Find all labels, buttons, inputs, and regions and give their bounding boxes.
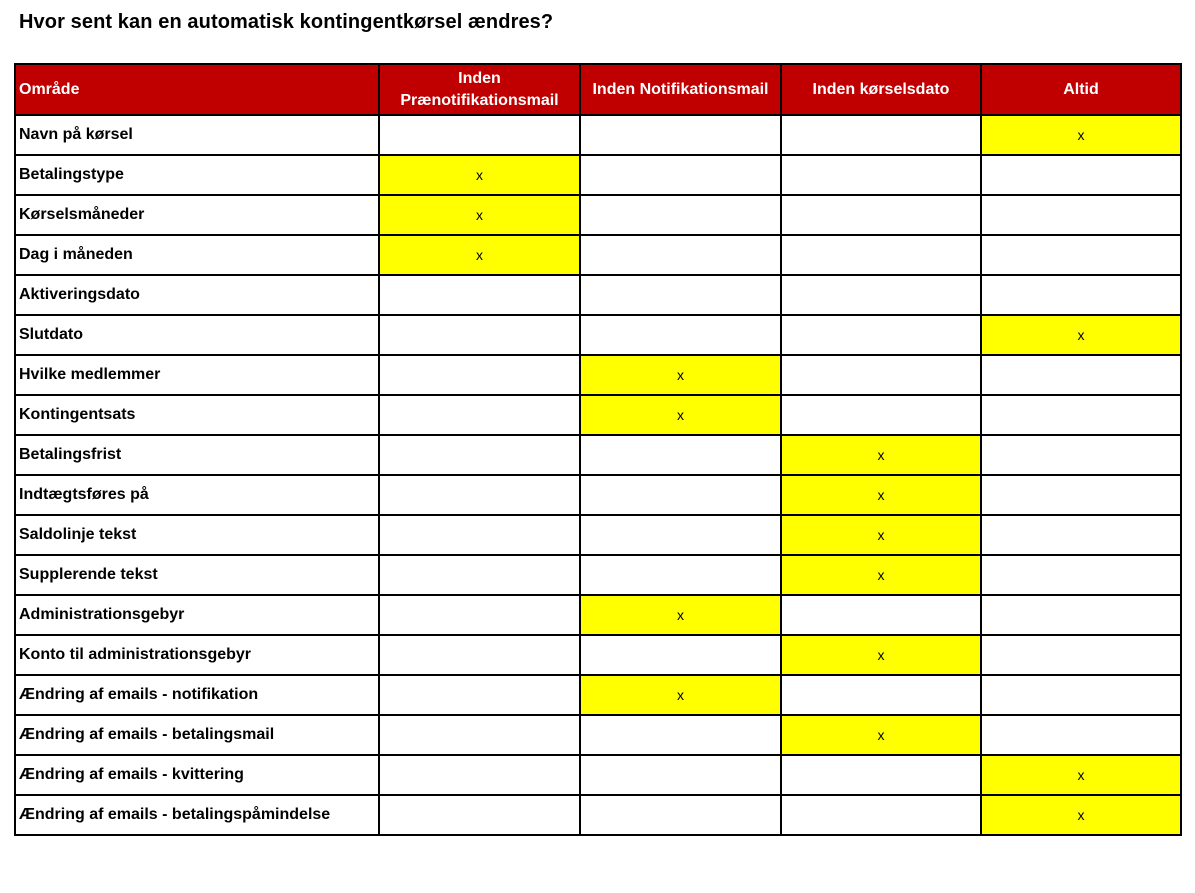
empty-cell [981,395,1181,435]
table-row [15,515,1181,555]
row-label: Slutdato [15,315,379,355]
empty-cell [781,235,981,275]
row-label: Ændring af emails - betalingspåmindelse [15,795,379,835]
marked-cell: x [781,555,981,595]
column-header-before-notification: Inden Notifikationsmail [580,64,781,115]
empty-cell [580,155,781,195]
empty-cell [781,675,981,715]
table-row [15,635,1181,675]
empty-cell [379,475,580,515]
empty-cell [781,275,981,315]
empty-cell [580,195,781,235]
marked-cell: x [981,755,1181,795]
table-row [15,195,1181,235]
marked-cell: x [580,675,781,715]
marked-cell: x [580,355,781,395]
row-label: Administrationsgebyr [15,595,379,635]
empty-cell [379,395,580,435]
column-header-before-prenotification-label: Inden Prænotifikationsmail [400,69,559,109]
row-label: Indtægtsføres på [15,475,379,515]
marked-cell: x [781,435,981,475]
row-label: Ændring af emails - kvittering [15,755,379,795]
marked-cell: x [580,395,781,435]
table-row [15,235,1181,275]
empty-cell [379,355,580,395]
empty-cell [781,155,981,195]
marked-cell: x [981,315,1181,355]
empty-cell [379,315,580,355]
empty-cell [580,275,781,315]
marked-cell: x [981,795,1181,835]
empty-cell [580,755,781,795]
empty-cell [580,635,781,675]
table-row [15,675,1181,715]
empty-cell [781,595,981,635]
empty-cell [580,435,781,475]
table-row [15,355,1181,395]
table-row [15,275,1181,315]
empty-cell [781,115,981,155]
change-deadline-table [14,63,1182,836]
marked-cell: x [781,635,981,675]
row-label: Kørselsmåneder [15,195,379,235]
table-row [15,595,1181,635]
empty-cell [379,515,580,555]
empty-cell [580,315,781,355]
marked-cell: x [580,595,781,635]
row-label: Hvilke medlemmer [15,355,379,395]
empty-cell [379,115,580,155]
empty-cell [781,355,981,395]
empty-cell [580,115,781,155]
empty-cell [379,675,580,715]
empty-cell [379,755,580,795]
empty-cell [981,555,1181,595]
empty-cell [781,795,981,835]
empty-cell [781,755,981,795]
empty-cell [379,715,580,755]
table-row [15,555,1181,595]
row-label: Supplerende tekst [15,555,379,595]
empty-cell [580,795,781,835]
table-row [15,395,1181,435]
empty-cell [981,595,1181,635]
row-label: Kontingentsats [15,395,379,435]
table-row [15,475,1181,515]
empty-cell [781,395,981,435]
column-header-before-run-date: Inden kørselsdato [781,64,981,115]
column-header-area: Område [15,64,379,115]
empty-cell [580,515,781,555]
marked-cell: x [981,115,1181,155]
empty-cell [781,315,981,355]
empty-cell [981,715,1181,755]
empty-cell [981,275,1181,315]
table-row [15,155,1181,195]
header-row [15,64,1181,115]
row-label: Saldolinje tekst [15,515,379,555]
table-row [15,795,1181,835]
row-label: Konto til administrationsgebyr [15,635,379,675]
marked-cell: x [781,715,981,755]
marked-cell: x [781,515,981,555]
row-label: Navn på kørsel [15,115,379,155]
row-label: Dag i måneden [15,235,379,275]
table-row [15,315,1181,355]
table-row [15,435,1181,475]
empty-cell [379,795,580,835]
empty-cell [379,555,580,595]
empty-cell [981,515,1181,555]
empty-cell [580,475,781,515]
table-row [15,115,1181,155]
empty-cell [981,195,1181,235]
row-label: Betalingstype [15,155,379,195]
empty-cell [981,635,1181,675]
empty-cell [981,155,1181,195]
empty-cell [379,435,580,475]
marked-cell: x [379,155,580,195]
empty-cell [379,275,580,315]
empty-cell [981,475,1181,515]
empty-cell [580,555,781,595]
empty-cell [981,675,1181,715]
marked-cell: x [379,235,580,275]
empty-cell [379,635,580,675]
row-label: Ændring af emails - betalingsmail [15,715,379,755]
empty-cell [580,235,781,275]
column-header-always: Altid [981,64,1181,115]
row-label: Betalingsfrist [15,435,379,475]
table-row [15,715,1181,755]
row-label: Ændring af emails - notifikation [15,675,379,715]
empty-cell [580,715,781,755]
empty-cell [981,435,1181,475]
empty-cell [981,235,1181,275]
empty-cell [379,595,580,635]
table-body [15,115,1181,835]
marked-cell: x [781,475,981,515]
page-title: Hvor sent kan en automatisk kontingentkørsel ændres? [19,11,554,33]
column-header-before-prenotification [379,64,580,115]
table-row [15,755,1181,795]
marked-cell: x [379,195,580,235]
empty-cell [981,355,1181,395]
empty-cell [781,195,981,235]
row-label: Aktiveringsdato [15,275,379,315]
